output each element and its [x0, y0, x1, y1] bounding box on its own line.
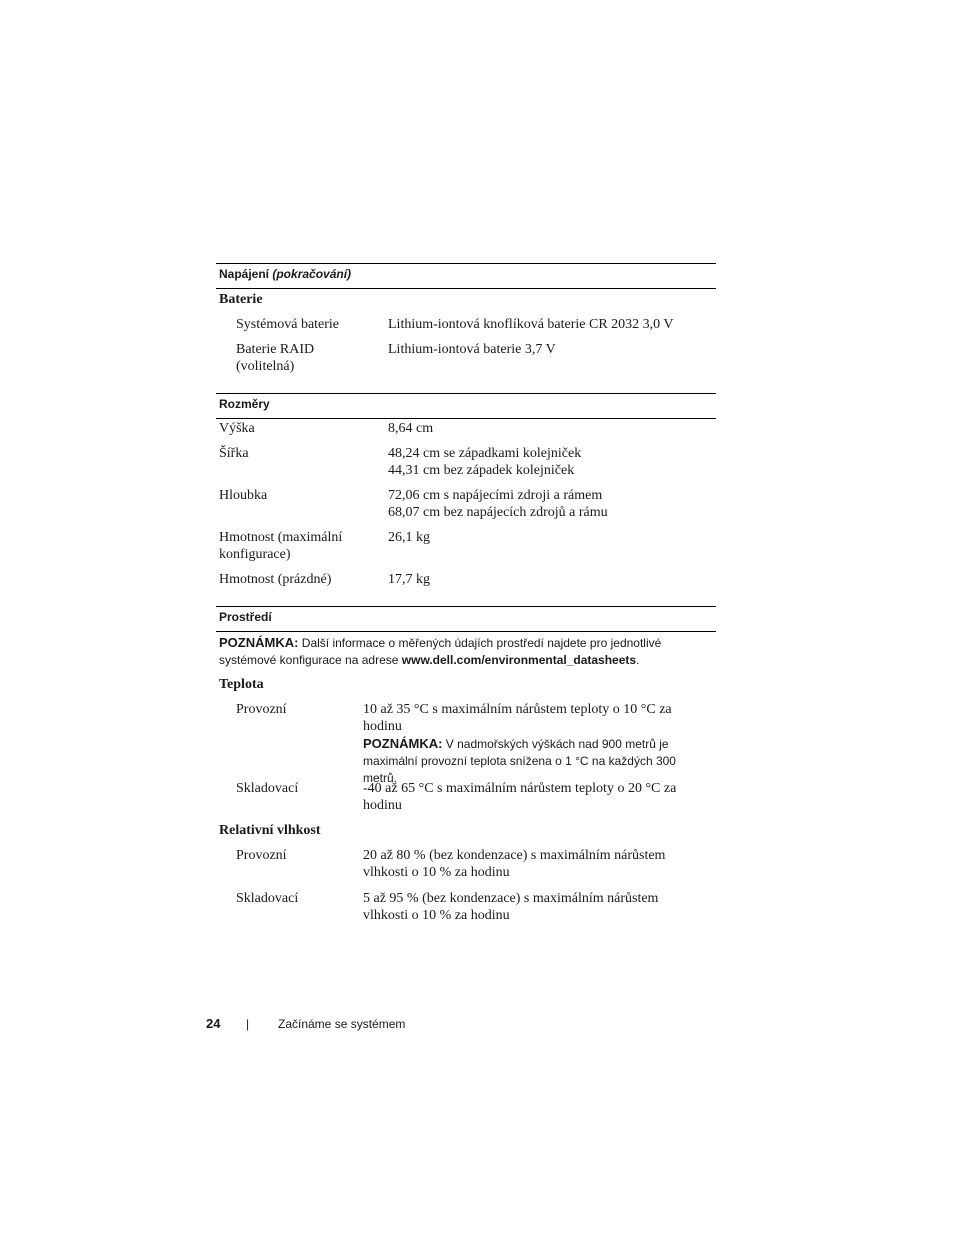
note-label: POZNÁMKA: — [219, 635, 299, 650]
value-line: 48,24 cm se západkami kolejniček — [388, 446, 582, 461]
page-number: 24 — [206, 1016, 221, 1031]
label-line: (volitelná) — [236, 359, 295, 374]
row-label-raid-battery — [236, 341, 376, 375]
section-rule-top-dimensions — [216, 393, 716, 394]
row-label-weight-max — [219, 529, 369, 563]
value-line: -40 až 65 °C s maximálním nárůstem teploty o 20 °C za — [363, 781, 677, 796]
value-line: 68,07 cm bez napájecích zdrojů a rámu — [388, 505, 608, 520]
section-rule-top-power — [216, 263, 716, 264]
note-text: . — [636, 653, 640, 667]
label-line: Hmotnost (maximální — [219, 530, 343, 545]
value-line: vlhkosti o 10 % za hodinu — [363, 865, 510, 880]
value-line: 44,31 cm bez západek kolejniček — [388, 463, 575, 478]
row-value-weight-empty: 17,7 kg — [388, 572, 430, 587]
row-label-weight-empty: Hmotnost (prázdné) — [219, 572, 332, 587]
section-title-suffix: (pokračování) — [272, 267, 352, 281]
footer-separator: | — [246, 1017, 250, 1031]
value-line: vlhkosti o 10 % za hodinu — [363, 908, 510, 923]
row-value-weight-max: 26,1 kg — [388, 530, 430, 545]
row-label-temp-storage: Skladovací — [236, 781, 299, 796]
value-line: hodinu — [363, 719, 402, 734]
label-line: konfigurace) — [219, 547, 291, 562]
value-line: 72,06 cm s napájecími zdroji a rámem — [388, 488, 603, 503]
label-line: Baterie RAID — [236, 342, 315, 357]
note-label: POZNÁMKA: — [363, 736, 443, 751]
row-label-depth: Hloubka — [219, 488, 268, 503]
note-line — [219, 652, 714, 669]
subheading-temperature: Teplota — [219, 677, 264, 692]
section-title-power — [219, 267, 351, 281]
environment-note — [219, 634, 714, 669]
footer-chapter-title: Začínáme se systémem — [278, 1017, 406, 1031]
row-label-height: Výška — [219, 421, 255, 436]
note-line — [363, 735, 713, 753]
section-title-text: Napájení — [219, 267, 270, 281]
value-line: 20 až 80 % (bez kondenzace) s maximálním nárůstem — [363, 848, 666, 863]
row-value-width — [388, 445, 708, 479]
value-line: 5 až 95 % (bez kondenzace) s maximálním nárůstem — [363, 891, 659, 906]
section-rule-top-environment — [216, 606, 716, 607]
row-value-humidity-operating — [363, 847, 713, 881]
section-rule-bottom-environment — [216, 631, 716, 632]
section-title-dimensions: Rozměry — [219, 397, 270, 411]
note-text: Další informace o měřených údajích prostředí najdete pro jednotlivé — [301, 636, 662, 650]
row-value-temp-storage — [363, 780, 713, 814]
row-label-system-battery: Systémová baterie — [236, 317, 340, 332]
section-title-environment: Prostředí — [219, 610, 272, 624]
note-url: www.dell.com/environmental_datasheets — [401, 653, 637, 667]
row-value-system-battery: Lithium-iontová knoflíková baterie CR 2032 3,0 V — [388, 317, 674, 332]
row-label-humidity-operating: Provozní — [236, 848, 287, 863]
section-rule-bottom-power — [216, 288, 716, 289]
note-line: maximální provozní teplota snížena o 1 °C na každých 300 metrů. — [363, 754, 676, 785]
note-text: systémové konfigurace na adrese — [219, 653, 399, 667]
value-line: 10 až 35 °C s maximálním nárůstem teploty o 10 °C za — [363, 702, 672, 717]
row-label-width: Šířka — [219, 446, 249, 461]
row-value-raid-battery: Lithium-iontová baterie 3,7 V — [388, 342, 556, 357]
row-value-depth — [388, 487, 708, 521]
subheading-battery: Baterie — [219, 292, 263, 307]
row-label-temp-operating: Provozní — [236, 702, 287, 717]
row-label-humidity-storage: Skladovací — [236, 891, 299, 906]
row-value-temp-operating — [363, 701, 713, 787]
note-line — [219, 634, 714, 652]
section-rule-bottom-dimensions — [216, 418, 716, 419]
row-value-height: 8,64 cm — [388, 421, 434, 436]
subheading-humidity: Relativní vlhkost — [219, 823, 321, 838]
row-value-humidity-storage — [363, 890, 713, 924]
value-line: hodinu — [363, 798, 402, 813]
note-text: V nadmořských výškách nad 900 metrů je — [445, 737, 669, 751]
